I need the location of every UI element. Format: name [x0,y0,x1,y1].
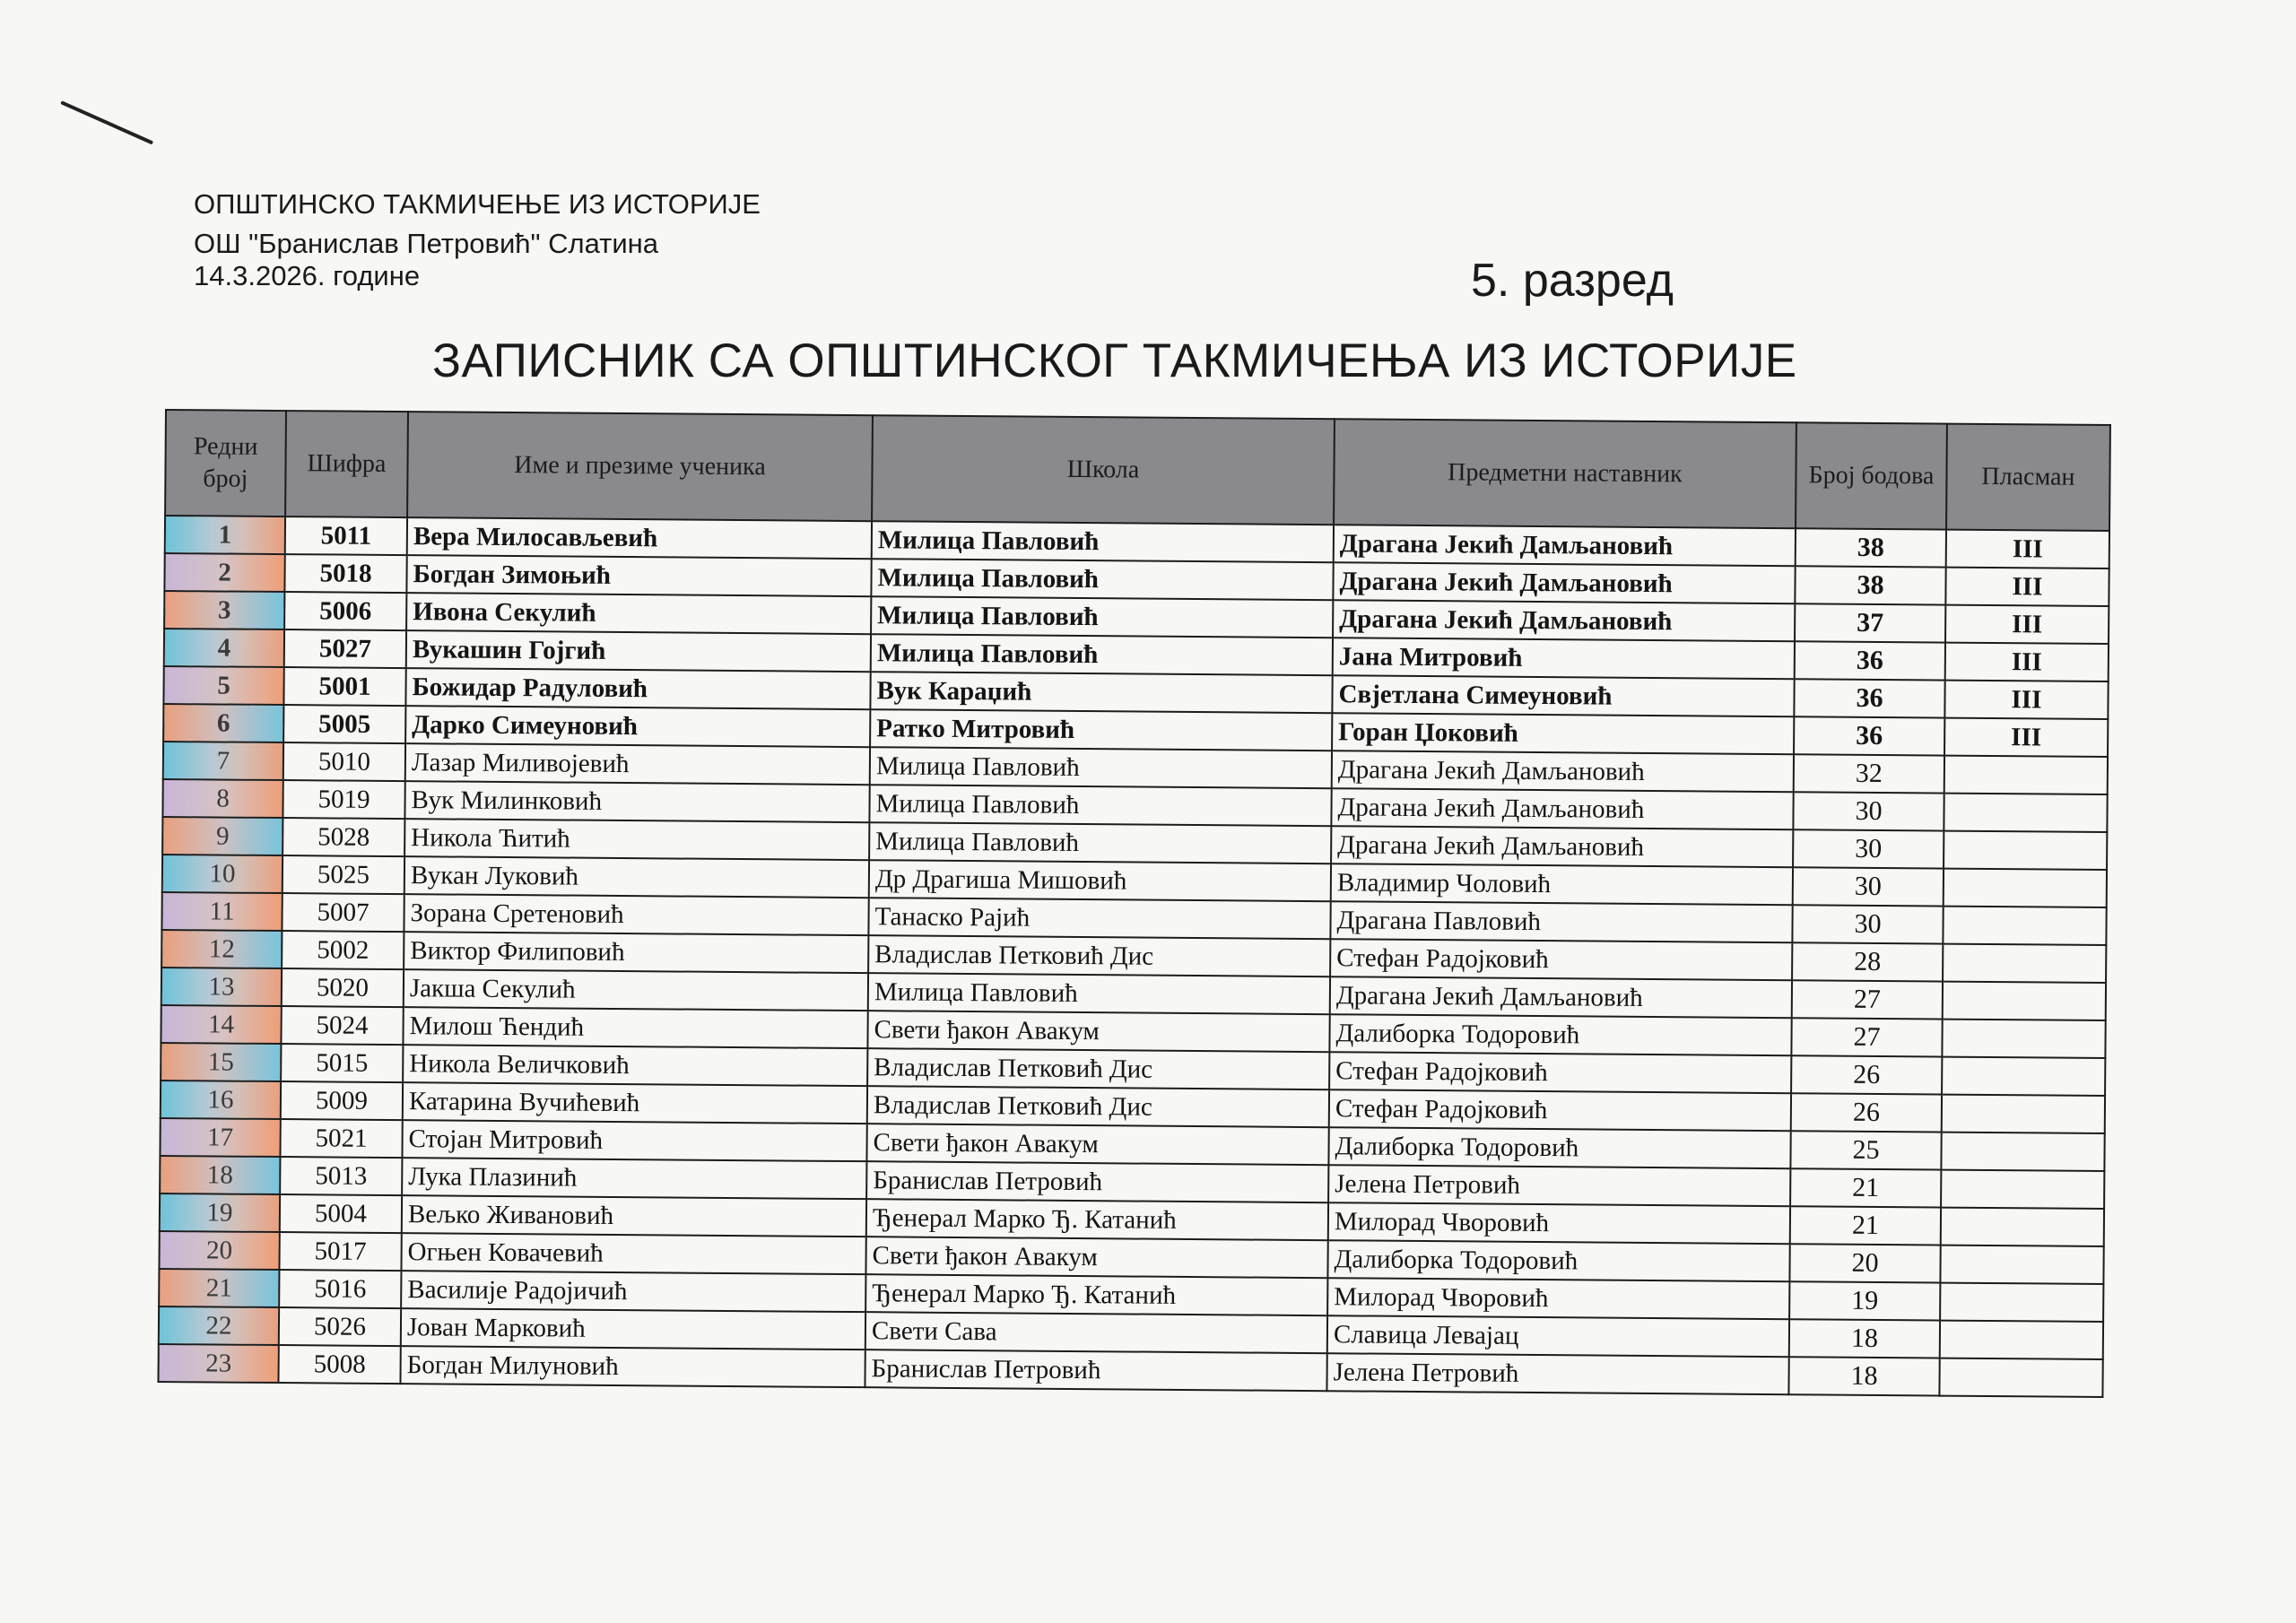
rank-cell: 14 [161,1005,281,1044]
score-cell: 18 [1789,1319,1940,1358]
code-cell: 5009 [281,1081,403,1120]
school-cell: Вук Караџић [870,672,1332,713]
student-name-cell: Катарина Вучићевић [403,1082,867,1124]
code-cell: 5028 [283,818,404,856]
grade-label: 5. разред [1471,255,1674,307]
rank-cell: 13 [161,968,282,1006]
rank-cell: 20 [159,1231,279,1270]
placement-cell [1941,1208,2104,1246]
teacher-cell: Јана Митровић [1333,638,1795,679]
col-rank: Редни број [165,410,286,516]
teacher-cell: Драгана Јекић Дамљановић [1334,525,1796,566]
code-cell: 5010 [283,742,405,781]
school-cell: Милица Павловић [871,634,1333,675]
school-cell: Владислав Петковић Дис [868,935,1330,976]
rank-cell: 7 [163,742,283,780]
rank-cell: 16 [161,1081,281,1119]
teacher-cell: Далиборка Тодоровић [1327,1240,1789,1281]
code-cell: 5005 [283,705,405,743]
placement-cell [1944,869,2107,907]
col-school: Школа [872,415,1335,525]
rank-cell: 9 [162,817,283,855]
code-cell: 5015 [281,1044,403,1082]
student-name-cell: Стојан Митровић [402,1120,866,1161]
teacher-cell: Јелена Петровић [1328,1165,1790,1206]
student-name-cell: Божидар Радуловић [405,668,870,709]
rank-cell: 11 [161,892,282,931]
rank-cell: 1 [165,516,285,554]
school-cell: Бранислав Петровић [866,1161,1328,1202]
student-name-cell: Зорана Сретеновић [404,894,868,935]
teacher-cell: Драгана Јекић Дамљановић [1330,976,1792,1018]
code-cell: 5019 [283,780,404,819]
student-name-cell: Богдан Зимоњић [406,555,871,596]
score-cell: 32 [1794,754,1944,793]
score-cell: 37 [1795,603,1945,642]
teacher-cell: Свјетлана Симеуновић [1332,675,1794,716]
rank-cell: 6 [163,704,283,742]
school-cell: Милица Павловић [871,596,1333,638]
school-cell: Милица Павловић [870,747,1332,788]
placement-cell: III [1946,530,2109,568]
rank-cell: 8 [162,779,283,818]
score-cell: 36 [1794,679,1944,717]
student-name-cell: Никола Величковић [403,1045,867,1086]
code-cell: 5011 [285,516,407,555]
placement-cell [1944,756,2108,794]
teacher-cell: Славица Леваjац [1327,1315,1789,1357]
student-name-cell: Јакша Секулић [404,969,868,1011]
code-cell: 5008 [278,1345,400,1384]
code-cell: 5026 [279,1307,401,1346]
placement-cell: III [1945,643,2109,681]
score-cell: 38 [1796,528,1946,567]
rank-cell: 18 [160,1156,280,1194]
school-cell: Владислав Петковић Дис [867,1086,1329,1127]
rank-cell: 17 [160,1118,280,1157]
rank-cell: 12 [161,930,282,968]
placement-cell [1942,1095,2105,1133]
school-cell: Милица Павловић [868,973,1330,1014]
col-place: Пласман [1946,424,2110,531]
teacher-cell: Далиборка Тодоровић [1329,1014,1791,1055]
document-title: ЗАПИСНИК СА ОПШТИНСКОГ ТАКМИЧЕЊА ИЗ ИСТОРИЈЕ [432,334,1797,387]
school-host: ОШ "Бранислав Петровић" Слатина [194,228,659,259]
placement-cell: III [1944,681,2108,719]
teacher-cell: Владимир Чоловић [1331,864,1793,905]
results-table-wrap [157,409,2109,1398]
school-cell: Владислав Петковић Дис [867,1048,1329,1089]
code-cell: 5006 [284,592,406,630]
score-cell: 30 [1793,792,1944,830]
code-cell: 5025 [283,855,404,894]
code-cell: 5020 [282,968,404,1007]
student-name-cell: Виктор Филиповић [404,932,868,973]
teacher-cell: Стефан Радојковић [1329,1089,1791,1131]
student-name-cell: Богдан Милуновић [400,1346,865,1387]
student-name-cell: Вукан Луковић [404,856,869,898]
student-name-cell: Милош Ћендић [403,1007,867,1048]
student-name-cell: Лазар Миливојевић [405,743,870,785]
score-cell: 30 [1793,829,1944,868]
placement-cell [1943,982,2106,1020]
score-cell: 20 [1789,1244,1940,1282]
score-cell: 26 [1791,1093,1942,1132]
score-cell: 36 [1795,641,1945,680]
score-cell: 27 [1791,1018,1942,1056]
competition-name: ОПШТИНСКО ТАКМИЧЕЊЕ ИЗ ИСТОРИЈЕ [194,188,761,220]
code-cell: 5017 [279,1232,401,1271]
rank-cell: 10 [162,855,283,893]
student-name-cell: Никола Ћитић [404,819,869,860]
score-cell: 19 [1789,1281,1940,1320]
rank-cell: 23 [158,1344,278,1383]
placement-cell: III [1945,568,2109,606]
teacher-cell: Јелена Петровић [1326,1353,1788,1394]
teacher-cell: Драгана Јекић Дамљановић [1333,562,1795,603]
code-cell: 5004 [280,1194,402,1233]
placement-cell [1940,1321,2103,1359]
col-name: Име и презиме ученика [407,412,873,521]
score-cell: 21 [1790,1206,1941,1245]
code-cell: 5024 [281,1006,403,1045]
school-cell: Др Драгиша Мишовић [869,860,1331,901]
student-name-cell: Лука Плазинић [402,1158,866,1199]
school-cell: Свети ђакон Авакум [867,1011,1329,1052]
placement-cell [1944,831,2107,870]
student-name-cell: Вера Милосављевић [407,517,872,559]
teacher-cell: Драгана Јекић Дамљановић [1332,751,1794,792]
code-cell: 5001 [283,667,405,706]
school-cell: Милица Павловић [872,521,1334,562]
competition-date: 14.3.2026. године [194,260,421,291]
score-cell: 26 [1791,1055,1942,1094]
placement-cell [1940,1245,2103,1284]
rank-cell: 21 [159,1269,279,1307]
placement-cell [1942,1020,2105,1058]
rank-cell: 3 [164,591,284,629]
student-name-cell: Вељко Живановић [402,1195,866,1237]
score-cell: 27 [1792,980,1943,1019]
student-name-cell: Василије Радојичић [401,1271,865,1312]
teacher-cell: Драгана Јекић Дамљановић [1331,826,1793,867]
placement-cell: III [1945,605,2109,644]
score-cell: 18 [1788,1357,1939,1395]
score-cell: 36 [1794,716,1944,755]
teacher-cell: Горан Џоковић [1332,713,1794,754]
school-cell: Милица Павловић [869,785,1331,826]
school-cell: Милица Павловић [871,559,1333,600]
code-cell: 5027 [284,629,406,668]
rank-cell: 4 [164,629,284,667]
school-cell: Свети Сава [865,1312,1327,1353]
placement-cell [1940,1283,2103,1322]
score-cell: 21 [1790,1168,1941,1207]
rank-cell: 2 [164,553,284,592]
col-teacher: Предметни наставник [1334,419,1796,528]
rank-cell: 22 [159,1306,279,1345]
school-cell: Ратко Митровић [870,709,1332,751]
teacher-cell: Драгана Јекић Дамљановић [1331,788,1793,829]
score-cell: 30 [1792,905,1943,943]
student-name-cell: Вукашин Гојгић [406,630,871,672]
score-cell: 28 [1792,942,1943,981]
placement-cell [1941,1133,2104,1171]
teacher-cell: Далиборка Тодоровић [1328,1127,1790,1168]
student-name-cell: Огњен Ковачевић [401,1233,865,1274]
col-score: Број бодова [1796,422,1947,529]
school-cell: Ђенерал Марко Ђ. Катанић [866,1199,1328,1240]
code-cell: 5016 [279,1270,401,1308]
code-cell: 5002 [282,931,404,969]
teacher-cell: Драгана Павловић [1330,901,1792,942]
code-cell: 5018 [284,554,406,593]
student-name-cell: Дарко Симеуновић [405,706,870,747]
placement-cell [1942,1057,2105,1096]
school-cell: Свети ђакон Авакум [865,1237,1327,1278]
teacher-cell: Драгана Јекић Дамљановић [1333,600,1795,641]
teacher-cell: Стефан Радојковић [1330,939,1792,980]
rank-cell: 5 [163,666,283,705]
school-cell: Ђенерал Марко Ђ. Катанић [865,1274,1327,1315]
code-cell: 5013 [280,1157,402,1195]
student-name-cell: Вук Милинковић [404,781,869,822]
placement-cell [1943,907,2106,945]
school-cell: Милица Павловић [869,822,1331,864]
table-header-row [165,410,2110,531]
teacher-cell: Стефан Радојковић [1329,1052,1791,1093]
code-cell: 5021 [280,1119,402,1158]
teacher-cell: Милорад Чворовић [1327,1278,1789,1319]
placement-cell [1941,1170,2104,1209]
score-cell: 25 [1790,1131,1941,1169]
results-table [157,409,2110,1398]
school-cell: Свети ђакон Авакум [866,1124,1328,1165]
school-cell: Танаско Рајић [868,898,1330,939]
placement-cell [1939,1358,2102,1397]
placement-cell [1944,794,2107,832]
code-cell: 5007 [282,893,404,932]
col-code: Шифра [285,411,408,517]
rank-cell: 15 [161,1043,281,1081]
student-name-cell: Ивона Секулић [406,593,871,634]
pen-mark [60,100,153,144]
table-body [158,516,2109,1397]
teacher-cell: Милорад Чворовић [1328,1202,1790,1244]
score-cell: 30 [1793,867,1944,906]
placement-cell: III [1944,718,2108,757]
score-cell: 38 [1795,566,1945,604]
rank-cell: 19 [160,1193,280,1232]
school-cell: Бранислав Петровић [865,1350,1326,1391]
student-name-cell: Јован Марковић [401,1308,865,1350]
placement-cell [1943,944,2106,983]
